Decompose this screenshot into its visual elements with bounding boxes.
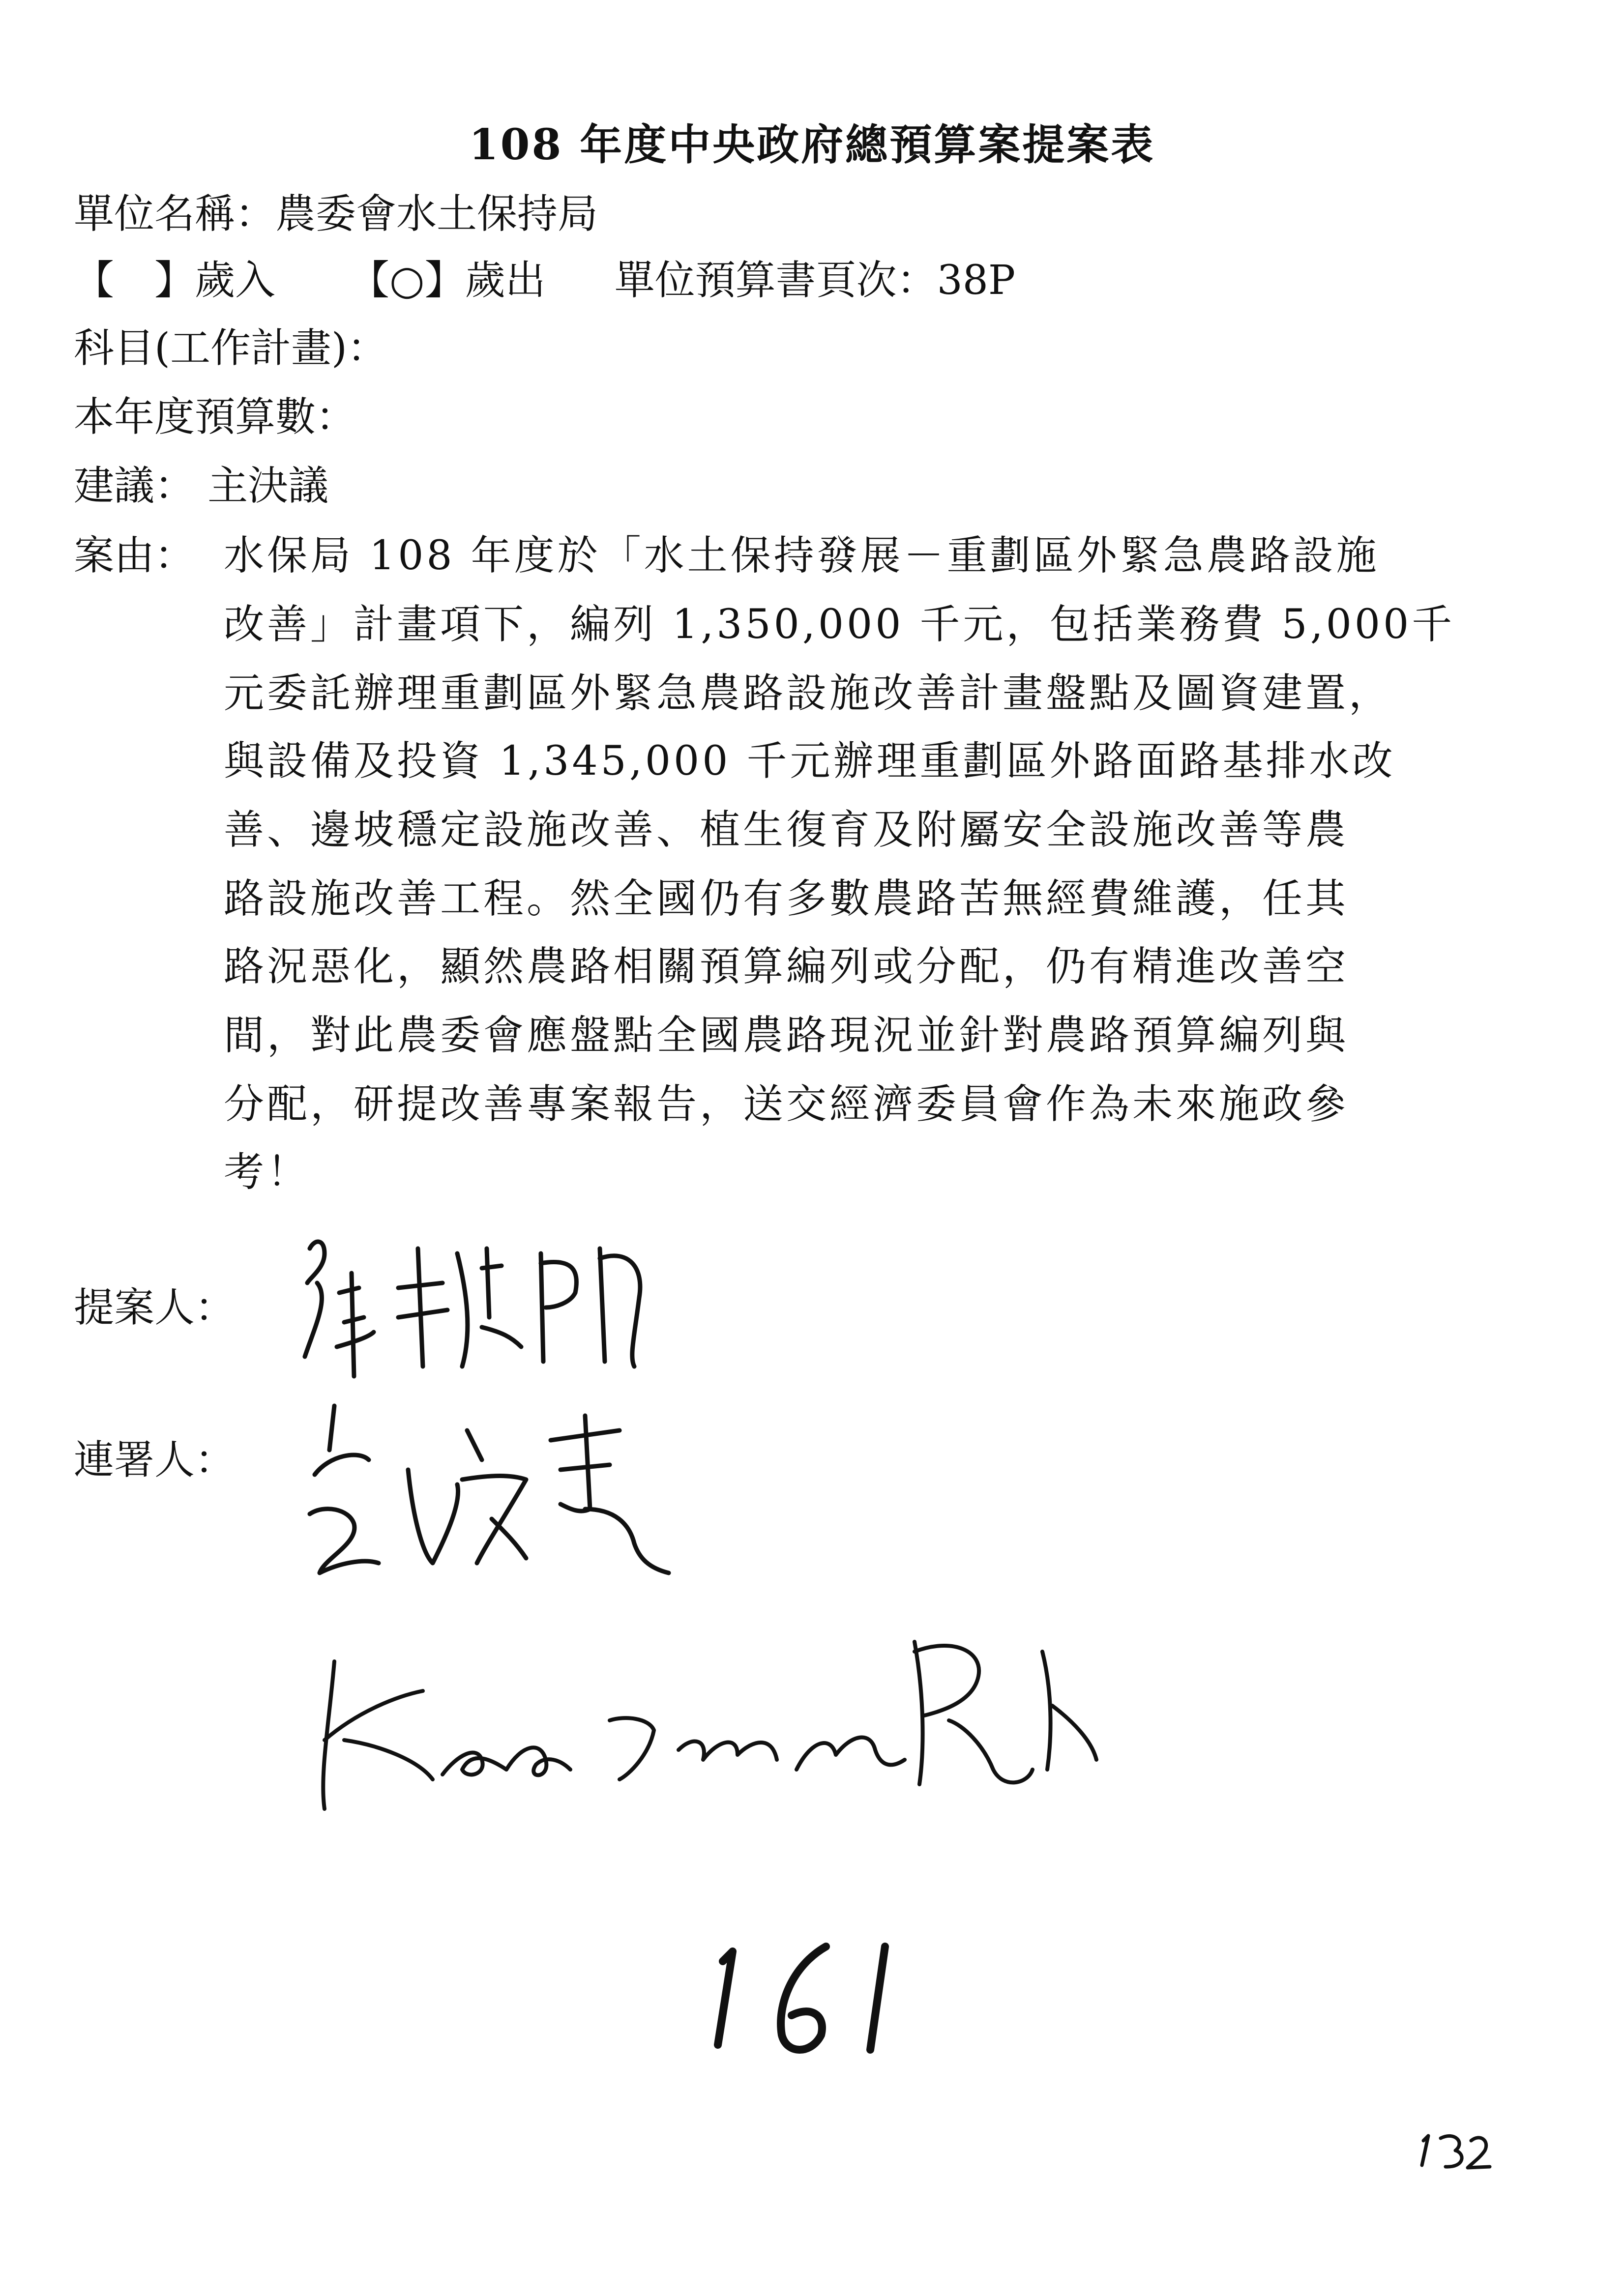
reason-line: 與設備及投資 1,345,000 千元辦理重劃區外路面路基排水改 xyxy=(224,738,1396,785)
handwritten-page-number xyxy=(703,1932,915,2081)
proposer-signature xyxy=(295,1219,649,1386)
reason-line: 善、邊坡穩定設施改善、植生復育及附屬安全設施改善等農 xyxy=(224,807,1349,853)
expense-checkbox-label: 【○】歲出 xyxy=(349,257,546,304)
cosigner-signature-latin xyxy=(305,1622,1101,1829)
budget-type-row xyxy=(74,257,1016,304)
reason-line: 間，對此農委會應盤點全國農路現況並針對農路預算編列與 xyxy=(224,1012,1349,1059)
proposer-label: 提案人： xyxy=(74,1284,236,1331)
corner-page-number xyxy=(1416,2128,1495,2175)
subject-line: 科目(工作計畫)： xyxy=(74,325,387,372)
cosigner-signature xyxy=(295,1396,698,1602)
proposal-form-title: 108 年度中央政府總預算案提案表 xyxy=(469,120,1155,170)
reason-line: 改善」計畫項下，編列 1,350,000 千元，包括業務費 5,000千 xyxy=(224,601,1455,648)
reason-line: 水保局 108 年度於「水土保持發展－重劃區外緊急農路設施 xyxy=(224,532,1380,579)
cosigner-label: 連署人： xyxy=(74,1437,236,1483)
reason-label: 案由： xyxy=(74,532,195,579)
reason-line: 路設施改善工程。然全國仍有多數農路苦無經費維護，任其 xyxy=(224,875,1349,922)
reason-line: 考！ xyxy=(224,1149,311,1195)
reason-line: 分配，研提改善專案報告，送交經濟委員會作為未來施政參 xyxy=(224,1081,1349,1128)
unit-name-line: 單位名稱：農委會水土保持局 xyxy=(74,191,598,237)
budget-page-reference: 單位預算書頁次：38P xyxy=(614,257,1016,304)
budget-amount-line: 本年度預算數： xyxy=(74,394,356,440)
reason-line: 元委託辦理重劃區外緊急農路設施改善計畫盤點及圖資建置， xyxy=(224,670,1392,717)
reason-line: 路況惡化，顯然農路相關預算編列或分配，仍有精進改善空 xyxy=(224,943,1349,990)
suggestion-line: 建議： 主決議 xyxy=(74,463,329,509)
revenue-checkbox-label: 【 】歲入 xyxy=(74,257,276,304)
